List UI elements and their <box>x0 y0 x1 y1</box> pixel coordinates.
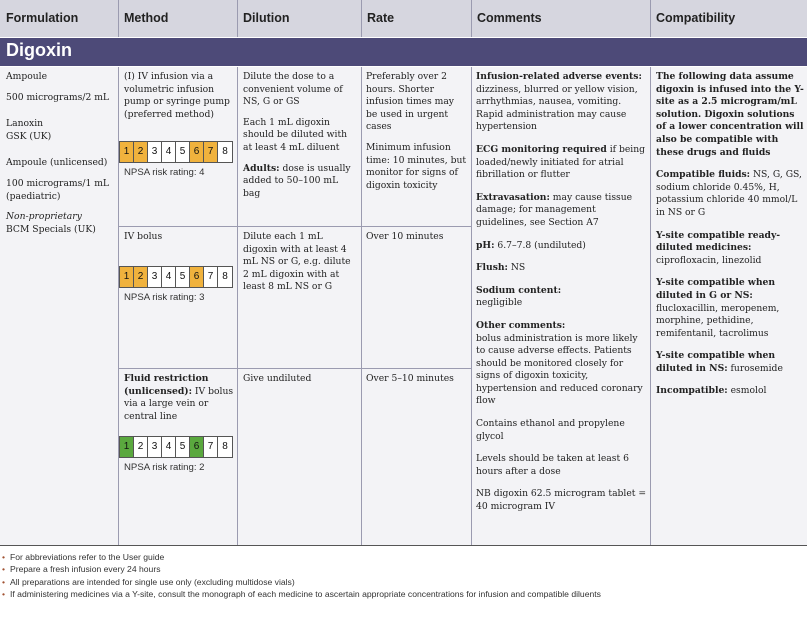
ampoule-unlicensed: Ampoule (unlicensed) <box>6 157 108 169</box>
grid-line <box>361 67 362 545</box>
rate-text: Preferably over 2 hours. Shorter infusion times may be used in urgent cases <box>366 71 454 133</box>
comment-ecg <box>476 144 647 182</box>
non-proprietary: Non-proprietary <box>6 211 82 223</box>
comment-sodium-label: Sodium content: <box>476 284 562 296</box>
header-rate: Rate <box>367 11 395 25</box>
risk-cell: 5 <box>176 267 190 287</box>
footnote-text: For abbreviations refer to the User guide <box>10 552 165 562</box>
risk-cell: 8 <box>222 441 228 452</box>
compat-label: Y-site compatible when diluted in G or NS: <box>656 277 776 301</box>
strength-500: 500 micrograms/2 mL <box>6 91 110 103</box>
grid-line <box>650 67 651 545</box>
bullet-icon: • <box>2 576 6 587</box>
risk-cell: 8 <box>222 271 228 282</box>
risk-cell: 6 <box>190 142 204 162</box>
dilution-row2: Dilute each 1 mL digoxin with at least 4 mL NS or G, e.g. dilute 2 mL digoxin with at least 8 mL NS or G <box>243 231 351 293</box>
footnote-item <box>2 551 601 563</box>
header-formulation: Formulation <box>6 11 79 25</box>
grid-line <box>650 0 651 37</box>
compat-label: Compatible fluids: <box>656 169 751 181</box>
strength-100: 100 micrograms/1 mL (paediatric) <box>6 177 110 202</box>
risk-rating-row2: NPSA risk rating: 3 <box>124 292 205 303</box>
risk-cell: 4 <box>162 142 176 162</box>
table-header <box>0 0 807 37</box>
risk-cell: 3 <box>148 437 162 457</box>
comment-sodium-value: negligible <box>476 297 523 309</box>
risk-cell: 1 <box>120 437 134 457</box>
formulation-cell <box>6 71 114 236</box>
footnote-text: If administering medicines via a Y-site, consult the monograph of each medicine to ascertain appropriate concentrations for infusion and compatible diluents <box>10 589 601 600</box>
compat-text: furosemide <box>727 362 783 374</box>
ampoule-label: Ampoule <box>6 71 48 82</box>
manufacturer: GSK (UK) <box>6 130 52 142</box>
grid-line <box>118 0 119 37</box>
comment-other-label: Other comments: <box>476 319 566 331</box>
comment-text: dizziness, blurred or yellow vision, arrhythmias, nausea, vomiting. Rapid administration may cause hypertension <box>476 83 638 133</box>
footnotes <box>2 551 601 601</box>
comment-tablet: NB digoxin 62.5 microgram tablet = 40 microgram IV <box>476 488 647 513</box>
risk-cell: 3 <box>148 142 162 162</box>
comment-text: 6.7–7.8 (undiluted) <box>494 239 586 251</box>
method-bolus: IV bolus <box>124 231 163 242</box>
header-method: Method <box>124 11 169 25</box>
risk-cell: 2 <box>134 267 148 287</box>
risk-cell: 5 <box>176 437 190 457</box>
rate-row2: Over 10 minutes <box>366 231 444 242</box>
risk-cell: 7 <box>204 437 218 457</box>
grid-line <box>118 67 119 545</box>
comments-cell <box>476 71 647 514</box>
risk-rating-row3: NPSA risk rating: 2 <box>124 462 205 473</box>
comment-label: Extravasation: <box>476 191 550 203</box>
comment-label: Flush: <box>476 262 508 274</box>
risk-cell: 1 <box>120 267 134 287</box>
row-separator <box>118 368 471 369</box>
rate-row3: Over 5–10 minutes <box>366 373 454 384</box>
compat-ready-diluted-text: ciprofloxacin, linezolid <box>656 254 762 266</box>
drug-name: Digoxin <box>6 40 72 60</box>
dilution-text: Dilute the dose to a convenient volume of NS, G or GS <box>243 71 343 108</box>
comment-flush <box>476 262 647 275</box>
method-infusion: (I) IV infusion via a volumetric infusion pump or syringe pump (preferred method) <box>124 71 230 120</box>
compat-text: NS, G, GS, sodium chloride 0.45%, H, potassium chloride 40 mmol/L in NS or G <box>656 169 802 218</box>
bcm-specials: BCM Specials (UK) <box>6 223 96 235</box>
comment-ph <box>476 240 647 253</box>
compat-ready-diluted-label: Y-site compatible ready-diluted medicines: <box>656 229 781 254</box>
dilution-adults <box>243 163 358 201</box>
compat-intro: The following data assume digoxin is infused into the Y-site as a 2.5 microgram/mL solution. Digoxin solutions of a lower concentration will also be compatible with these drugs and fluids <box>656 71 804 158</box>
risk-scale-row3 <box>119 436 233 458</box>
compat-ns <box>656 350 805 375</box>
grid-line <box>237 0 238 37</box>
risk-cell: 6 <box>190 267 204 287</box>
brand-name: Lanoxin <box>6 118 44 130</box>
comment-label: Infusion-related adverse events: <box>476 71 642 82</box>
grid-line <box>471 67 472 545</box>
risk-cell: 8 <box>222 146 228 157</box>
compat-text: flucloxacillin, meropenem, morphine, pethidine, remifentanil, tacrolimus <box>656 302 780 339</box>
grid-line <box>361 0 362 37</box>
comment-label: pH: <box>476 239 495 251</box>
dilution-text: Each 1 mL digoxin should be diluted with at least 4 mL diluent <box>243 116 348 153</box>
compat-label: Y-site compatible when diluted in NS: <box>656 350 776 374</box>
risk-cell: 4 <box>162 267 176 287</box>
risk-cell: 6 <box>190 437 204 457</box>
comment-text: if being loaded/newly initiated for atrial fibrillation or flutter <box>476 143 646 181</box>
risk-cell: 1 <box>120 142 134 162</box>
compat-fluids <box>656 169 805 219</box>
comment-levels: Levels should be taken at least 6 hours after a dose <box>476 453 629 477</box>
fluid-restriction-text: IV bolus via a large vein or central line <box>124 385 234 422</box>
comment-extravasation <box>476 192 647 230</box>
footnote-item <box>2 588 601 600</box>
risk-scale-row1 <box>119 141 233 163</box>
bullet-icon: • <box>2 564 6 575</box>
comment-text: may cause tissue damage; for management guidelines, see Section A7 <box>476 191 633 228</box>
grid-line <box>471 0 472 37</box>
adults-text: dose is usually added to 50–100 mL bag <box>243 162 351 199</box>
bullet-icon: • <box>2 589 6 600</box>
row-separator <box>118 226 471 227</box>
table-bottom-border <box>0 545 807 546</box>
header-compatibility: Compatibility <box>656 11 736 25</box>
fluid-restriction-label: Fluid restriction (unlicensed): <box>124 373 209 397</box>
header-comments: Comments <box>477 11 542 25</box>
adults-label: Adults: <box>243 162 280 174</box>
grid-line <box>237 67 238 545</box>
compat-label: Incompatible: <box>656 385 728 397</box>
risk-scale-row2 <box>119 266 233 288</box>
rate-text: Minimum infusion time: 10 minutes, but monitor for signs of digoxin toxicity <box>366 141 467 191</box>
compat-text: esmolol <box>727 385 767 397</box>
dilution-row1 <box>243 71 358 200</box>
method-fluid-restriction <box>124 373 234 423</box>
footnote-item <box>2 563 601 575</box>
footnote-item <box>2 576 601 588</box>
compat-g-ns <box>656 277 805 340</box>
risk-cell: 2 <box>134 437 148 457</box>
comment-label: ECG monitoring required <box>476 143 607 155</box>
header-dilution: Dilution <box>243 11 290 25</box>
risk-cell: 5 <box>176 142 190 162</box>
risk-rating-row1: NPSA risk rating: 4 <box>124 167 205 178</box>
footnote-text: All preparations are intended for single use only (excluding multidose vials) <box>10 576 295 587</box>
drug-title-band <box>0 38 807 66</box>
comment-text: NS <box>507 262 526 274</box>
comment-adverse-events <box>476 71 647 134</box>
risk-cell: 7 <box>204 267 218 287</box>
compatibility-cell <box>656 71 805 398</box>
risk-cell: 7 <box>204 142 218 162</box>
rate-row1 <box>366 71 468 192</box>
comment-other-text: bolus administration is more likely to cause adverse effects. Patients should be monitored closely for signs of digoxin toxicity, hypertension and reduced coronary flow <box>476 332 643 407</box>
bullet-icon: • <box>2 552 6 562</box>
comment-ethanol: Contains ethanol and propylene glycol <box>476 418 625 442</box>
footnote-text: Prepare a fresh infusion every 24 hours <box>10 564 161 575</box>
risk-cell: 3 <box>148 267 162 287</box>
compat-incompatible <box>656 385 805 398</box>
dilution-row3: Give undiluted <box>243 373 312 384</box>
risk-cell: 4 <box>162 437 176 457</box>
risk-cell: 2 <box>134 142 148 162</box>
